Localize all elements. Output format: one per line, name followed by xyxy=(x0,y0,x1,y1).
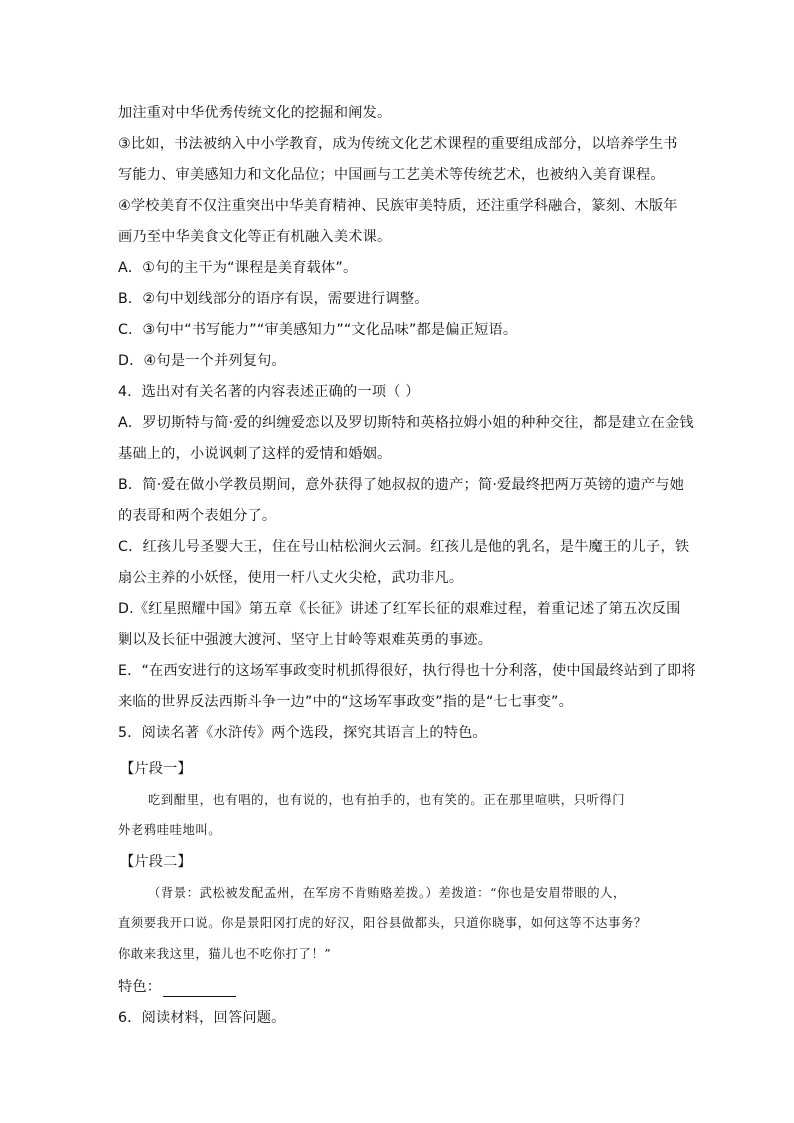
excerpt-2-text-cont: 直须要我开口说。你是景阳冈打虎的好汉，阳谷县做都头，只道你晓事，如何这等不达事务？ xyxy=(118,916,647,930)
q4-option-d-cont: 剿以及长征中强渡大渡河、坚守上甘岭等艰难英勇的事迹。 xyxy=(118,632,493,648)
option-a: A．①句的主干为“课程是美育载体”。 xyxy=(118,260,358,276)
excerpt-2-heading: 【片段二】 xyxy=(120,854,192,870)
answer-blank[interactable] xyxy=(163,982,236,997)
text-line: 画乃至中华美食文化等正有机融入美术课。 xyxy=(118,229,392,245)
q4-option-c: C．红孩儿号圣婴大王，住在号山枯松涧火云洞。红孩儿是他的乳名，是牛魔王的儿子，铁 xyxy=(118,539,690,555)
text-line: 加注重对中华优秀传统文化的挖掘和阐发。 xyxy=(118,105,392,121)
text-line: 写能力、审美感知力和文化品位；中国画与工艺美术等传统艺术，也被纳入美育课程。 xyxy=(118,167,665,183)
option-c: C．③句中“书写能力”“审美感知力”“文化品味”都是偏正短语。 xyxy=(118,322,518,338)
question-5: 5．阅读名著《水浒传》两个选段，探究其语言上的特色。 xyxy=(118,725,487,741)
q4-option-d: D.《红星照耀中国》第五章《长征》讲述了红军长征的艰难过程，着重记述了第五次反围 xyxy=(118,601,681,617)
q4-option-a-cont: 基础上的，小说讽刺了这样的爱情和婚姻。 xyxy=(118,446,392,462)
answer-line xyxy=(118,977,236,997)
excerpt-1-heading: 【片段一】 xyxy=(120,761,192,777)
excerpt-1-text: 吃到酣里，也有唱的，也有说的，也有拍手的，也有笑的。正在那里喧哄，只听得门 xyxy=(148,793,626,807)
q4-option-b: B．简·爱在做小学教员期间，意外获得了她叔叔的遗产；简·爱最终把两万英镑的遗产与她 xyxy=(118,477,685,493)
excerpt-2-text-end: 你敢来我这里，猫儿也不吃你打了！” xyxy=(118,947,332,961)
option-b: B．②句中划线部分的语序有误，需要进行调整。 xyxy=(118,291,429,307)
option-d: D．④句是一个并列复句。 xyxy=(118,353,286,369)
answer-label: 特色： xyxy=(118,979,162,995)
q4-option-e-cont: 来临的世界反法西斯斗争一边”中的“这场军事政变”指的是“七七事变”。 xyxy=(118,694,573,710)
q4-option-b-cont: 的表哥和两个表姐分了。 xyxy=(118,508,277,524)
text-line: ③比如，书法被纳入中小学教育，成为传统文化艺术课程的重要组成部分，以培养学生书 xyxy=(118,136,678,152)
excerpt-1-text-cont: 外老鸦哇哇地叫。 xyxy=(118,823,222,837)
question-6: 6．阅读材料，回答问题。 xyxy=(118,1010,286,1026)
question-4: 4．选出对有关名著的内容表述正确的一项（ ） xyxy=(118,384,420,400)
q4-option-e: E．“在西安进行的这场军事政变时机抓得很好，执行得也十分利落，使中国最终站到了即将 xyxy=(118,663,696,679)
q4-option-a: A．罗切斯特与简·爱的纠缠爱恋以及罗切斯特和英格拉姆小姐的种种交往，都是建立在金钱 xyxy=(118,415,694,431)
q4-option-c-cont: 扇公主养的小妖怪，使用一杆八丈火尖枪，武功非凡。 xyxy=(118,570,464,586)
excerpt-2-text: （背景：武松被发配孟州，在军房不肯贿赂差拨。）差拨道：“你也是安眉带眼的人， xyxy=(148,886,626,900)
text-line: ④学校美育不仅注重突出中华美育精神、民族审美特质，还注重学科融合，篆刻、木版年 xyxy=(118,198,678,214)
